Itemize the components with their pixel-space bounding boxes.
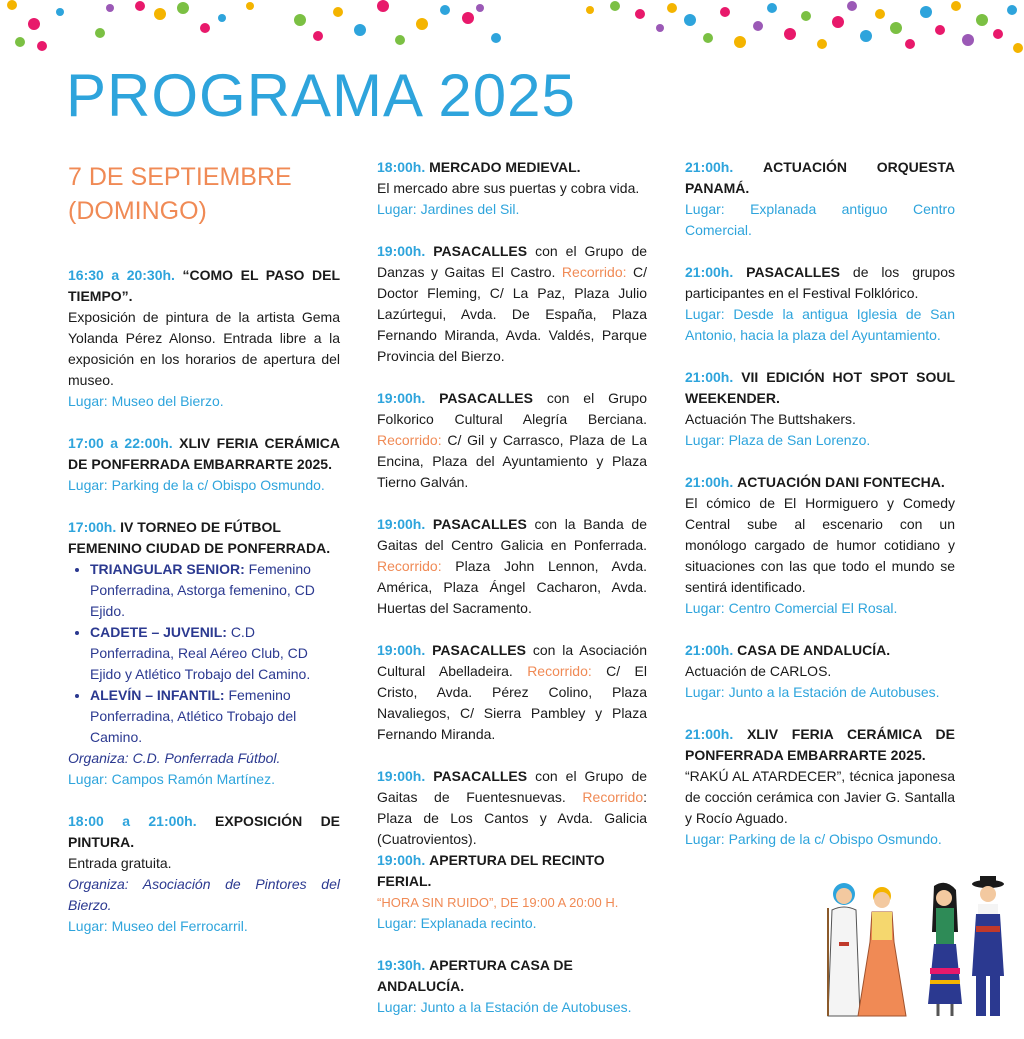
event-description: de los grupos participantes en el Festival Folklórico. xyxy=(685,264,955,301)
category-list xyxy=(68,559,340,748)
category-name: TRIANGULAR SENIOR: xyxy=(90,561,245,577)
date-day: 7 DE SEPTIEMBRE xyxy=(68,163,292,191)
column-3 xyxy=(685,157,955,871)
event-time: 19:00h. xyxy=(377,516,426,532)
event-recinto-ferial xyxy=(377,850,647,934)
event-route: Plaza John Lennon, Avda. América, Plaza Ángel Cacharon, Avda. Huertas del Sacramento. xyxy=(377,558,648,616)
event-feria-ceramica xyxy=(68,433,340,496)
category-teams: Femenino Ponferradina, Atlético Trobajo del Camino. xyxy=(90,687,297,745)
event-description: con la Asociación Cultural Abelladeira. xyxy=(377,642,647,679)
event-time: 19:30h. xyxy=(377,957,426,973)
event-description: con el Grupo de Gaitas de Fuentesnuevas. xyxy=(377,768,648,805)
confetti-decoration xyxy=(0,0,1024,60)
event-time: 19:00h. xyxy=(377,642,426,658)
figure-man-hat xyxy=(972,876,1004,1016)
event-mercado-medieval xyxy=(377,157,647,220)
event-description: con el Grupo de Danzas y Gaitas El Castro. xyxy=(377,243,648,280)
route-label: Recorrido: xyxy=(561,264,627,280)
event-title: CASA DE ANDALUCÍA. xyxy=(737,642,891,658)
event-pasacalles-castro xyxy=(377,241,647,367)
event-title: APERTURA DEL RECINTO FERIAL. xyxy=(377,852,605,889)
event-location: Lugar: Parking de la c/ Obispo Osmundo. xyxy=(68,477,325,493)
route-label: Recorrido: xyxy=(377,558,442,574)
event-pasacalles-abelladeira xyxy=(377,640,647,745)
category-teams: Femenino Ponferradina, Astorga femenino, CD Ejido. xyxy=(90,561,315,619)
event-title: ACTUACIÓN ORQUESTA PANAMÁ. xyxy=(685,159,956,196)
event-pasacalles-festival xyxy=(685,262,955,346)
event-title: PASACALLES xyxy=(439,390,533,406)
event-time: 19:00h. xyxy=(377,768,426,784)
event-time: 21:00h. xyxy=(685,264,734,280)
event-description: con el Grupo Folkorico Cultural Alegría Berciana. xyxy=(377,390,647,427)
event-route: C/ Doctor Fleming, C/ La Paz, Plaza Julio Lazúrtegui, Avda. De España, Plaza Fernando Miranda, Avda. Valdés, Parque Provincia del Bierzo. xyxy=(377,264,647,364)
event-location: Lugar: Museo del Ferrocarril. xyxy=(68,918,248,934)
event-title: VII EDICIÓN HOT SPOT SOUL WEEKENDER. xyxy=(685,369,956,406)
page-title: PROGRAMA 2025 xyxy=(66,62,576,129)
event-title: PASACALLES xyxy=(432,516,527,532)
event-title: PASACALLES xyxy=(746,264,841,280)
event-description: Actuación The Buttshakers. xyxy=(685,411,856,427)
event-description: El mercado abre sus puertas y cobra vida. xyxy=(377,180,640,196)
category-name: CADETE – JUVENIL: xyxy=(90,624,227,640)
route-label: Recorrido: xyxy=(527,663,592,679)
event-description: con la Banda de Gaitas del Centro Galicia en Ponferrada. xyxy=(377,516,647,553)
category-item xyxy=(90,685,340,748)
event-time: 18:00 a 21:00h. xyxy=(68,813,197,829)
event-title: ACTUACIÓN DANI FONTECHA. xyxy=(737,474,945,490)
event-description: Actuación de CARLOS. xyxy=(685,663,832,679)
event-exhibition-paso-tiempo xyxy=(68,265,340,412)
event-title: EXPOSICIÓN DE PINTURA. xyxy=(68,813,341,850)
event-time: 21:00h. xyxy=(685,369,734,385)
event-location: Lugar: Junto a la Estación de Autobuses. xyxy=(685,684,940,700)
event-exposicion-pintura xyxy=(68,811,340,937)
event-pasacalles-alegria xyxy=(377,388,647,493)
category-teams: C.D Ponferradina, Real Aéreo Club, CD Ejido y Atlético Trobajo del Camino. xyxy=(90,624,311,682)
event-time: 18:00h. xyxy=(377,159,426,175)
event-description: El cómico de El Hormiguero y Comedy Central sube al escenario con un monólogo cargado de humor cotidiano y situaciones con las que todo el mundo se sentirá identificado. xyxy=(685,495,955,595)
event-route: C/ El Cristo, Avda. Pérez Colino, Plaza Navaliegos, C/ Sierra Pambley y Plaza Fernando Miranda. xyxy=(377,663,648,742)
event-location: Lugar: Centro Comercial El Rosal. xyxy=(685,600,898,616)
event-location: Lugar: Museo del Bierzo. xyxy=(68,393,224,409)
event-location: Lugar: Jardines del Sil. xyxy=(377,201,520,217)
event-title: APERTURA CASA DE ANDALUCÍA. xyxy=(377,957,573,994)
event-dani-fontecha xyxy=(685,472,955,619)
figure-lady xyxy=(858,887,906,1016)
event-location: Lugar: Plaza de San Lorenzo. xyxy=(685,432,871,448)
confetti-dots xyxy=(7,0,1023,53)
event-organizer: Organiza: C.D. Ponferrada Fútbol. xyxy=(68,750,281,766)
figure-woman-dark xyxy=(928,883,962,1016)
figure-pilgrim xyxy=(828,883,860,1016)
event-time: 17:00h. xyxy=(68,519,117,535)
event-title: MERCADO MEDIEVAL. xyxy=(429,159,581,175)
event-torneo-futbol xyxy=(68,517,340,790)
event-description: “RAKÚ AL ATARDECER”, técnica japonesa de cocción cerámica con Javier G. Santalla y Rocío Aguado. xyxy=(685,768,955,826)
event-hot-spot-soul xyxy=(685,367,955,451)
event-location: Lugar: Explanada recinto. xyxy=(377,915,537,931)
event-title: PASACALLES xyxy=(433,768,528,784)
event-pasacalles-fuentesnuevas xyxy=(377,766,647,850)
event-casa-andalucia xyxy=(685,640,955,703)
event-raku-atardecer xyxy=(685,724,955,850)
event-location: Lugar: Desde la antigua Iglesia de San Antonio, hacia la plaza del Ayuntamiento. xyxy=(685,306,955,343)
event-pasacalles-galicia xyxy=(377,514,647,619)
event-organizer: Organiza: Asociación de Pintores del Bierzo. xyxy=(68,876,340,913)
event-time: 19:00h. xyxy=(377,243,426,259)
column-2 xyxy=(377,157,647,1039)
event-route: : Plaza de Los Cantos y Avda. Galicia (Cuatrovientos). xyxy=(377,789,648,847)
event-time: 21:00h. xyxy=(685,159,734,175)
event-location: Lugar: Campos Ramón Martínez. xyxy=(68,771,275,787)
event-casa-andalucia-apertura xyxy=(377,955,647,1018)
column-1 xyxy=(68,160,340,958)
event-description: Exposición de pintura de la artista Gema Yolanda Pérez Alonso. Entrada libre a la exposición en los horarios de apertura del museo. xyxy=(68,309,340,388)
route-label: Recorrido xyxy=(582,789,644,805)
event-orquesta-panama xyxy=(685,157,955,241)
category-item xyxy=(90,622,340,685)
event-location: Lugar: Parking de la c/ Obispo Osmundo. xyxy=(685,831,942,847)
event-time: 19:00h. xyxy=(377,852,426,868)
category-item xyxy=(90,559,340,622)
event-title: PASACALLES xyxy=(432,642,526,658)
event-description: Entrada gratuita. xyxy=(68,855,172,871)
event-note: “HORA SIN RUIDO”, DE 19:00 A 20:00 H. xyxy=(377,895,619,910)
date-weekday: (DOMINGO) xyxy=(68,197,207,225)
event-title: “COMO EL PASO DEL TIEMPO”. xyxy=(68,267,341,304)
event-route: C/ Gil y Carrasco, Plaza de La Encina, Plaza del Ayuntamiento y Plaza Tierno Galván. xyxy=(377,432,648,490)
event-time: 21:00h. xyxy=(685,642,734,658)
route-label: Recorrido: xyxy=(377,432,442,448)
event-title: XLIV FERIA CERÁMICA DE PONFERRADA EMBARRARTE 2025. xyxy=(68,435,340,472)
event-time: 21:00h. xyxy=(685,726,734,742)
event-time: 21:00h. xyxy=(685,474,734,490)
event-location: Lugar: Junto a la Estación de Autobuses. xyxy=(377,999,632,1015)
event-time: 19:00h. xyxy=(377,390,426,406)
event-location: Lugar: Explanada antiguo Centro Comercial. xyxy=(685,201,955,238)
event-time: 17:00 a 22:00h. xyxy=(68,435,173,451)
event-title: PASACALLES xyxy=(433,243,528,259)
folk-dancers-illustration xyxy=(822,872,1018,1020)
event-date xyxy=(68,160,340,228)
event-time: 16:30 a 20:30h. xyxy=(68,267,175,283)
category-name: ALEVÍN – INFANTIL: xyxy=(90,687,225,703)
event-title: XLIV FERIA CERÁMICA DE PONFERRADA EMBARRARTE 2025. xyxy=(685,726,956,763)
event-title: IV TORNEO DE FÚTBOL FEMENINO CIUDAD DE PONFERRADA. xyxy=(68,519,331,556)
